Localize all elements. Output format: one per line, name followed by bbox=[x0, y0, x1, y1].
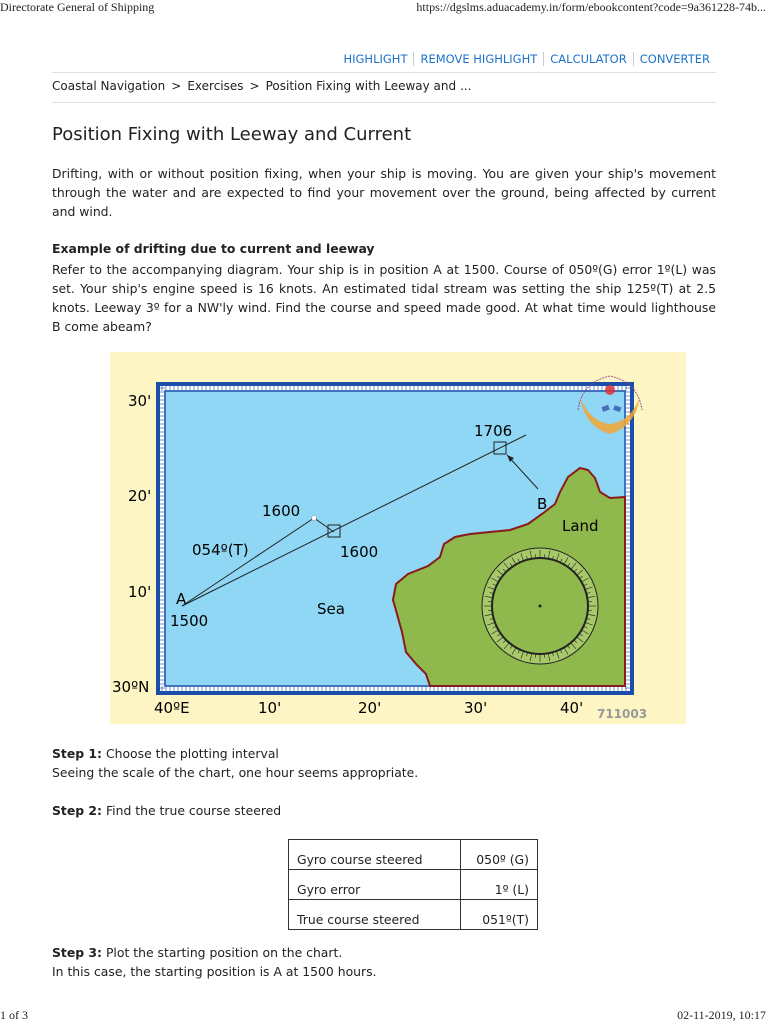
position-a-label: A bbox=[176, 590, 187, 608]
breadcrumb bbox=[52, 79, 471, 93]
table-row bbox=[289, 870, 538, 900]
x-tick-40m: 40' bbox=[560, 699, 584, 717]
calculator-button[interactable]: CALCULATOR bbox=[543, 52, 632, 66]
table-cell-label: True course steered bbox=[289, 900, 461, 930]
print-header-url: https://dgslms.aduacademy.in/form/ebookcontent?code=9a361228-74b... bbox=[416, 0, 766, 14]
step-3-detail: In this case, the starting position is A at 1500 hours. bbox=[52, 964, 377, 979]
course-label: 054º(T) bbox=[192, 541, 249, 559]
time-1600-lower: 1600 bbox=[340, 543, 379, 561]
step-1-label: Step 1: bbox=[52, 746, 103, 761]
step-2-label: Step 2: bbox=[52, 803, 103, 818]
print-header-title: Directorate General of Shipping bbox=[0, 0, 155, 14]
compass-center bbox=[539, 605, 542, 608]
x-tick-20m: 20' bbox=[358, 699, 382, 717]
breadcrumb-separator: > bbox=[249, 79, 260, 93]
print-footer bbox=[0, 1008, 768, 1024]
x-tick-40e: 40ºE bbox=[154, 699, 190, 717]
intro-paragraph: Drifting, with or without position fixing, when your ship is moving. You are given your ship's movement through the water and are expected to find your movement over the ground, being affected by current and wind. bbox=[52, 166, 716, 219]
y-tick-20m: 20' bbox=[128, 487, 152, 505]
divider bbox=[52, 72, 716, 73]
breadcrumb-item-exercises[interactable]: Exercises bbox=[187, 79, 244, 93]
y-tick-10m: 10' bbox=[128, 583, 152, 601]
table-row bbox=[289, 840, 538, 870]
figure-id: 711003 bbox=[597, 707, 648, 721]
step-1 bbox=[52, 744, 279, 763]
chart-svg bbox=[110, 352, 686, 724]
page-count: 1 of 3 bbox=[0, 1008, 28, 1022]
example-paragraph: Refer to the accompanying diagram. Your ship is in position A at 1500. Course of 050º(G) error 1º(L) was set. Your ship's engine speed is 16 knots. An estimated tidal stream was setting the ship 125º(T) at 2.5 knots. Leeway 3º for a NW'ly wind. Find the course and speed made good. At what time would lighthouse B come abeam? bbox=[52, 262, 716, 334]
example-heading: Example of drifting due to current and leeway bbox=[52, 241, 375, 256]
print-timestamp: 02-11-2019, 10:17 bbox=[677, 1008, 766, 1022]
breadcrumb-item-coastal-navigation[interactable]: Coastal Navigation bbox=[52, 79, 166, 93]
sea-label: Sea bbox=[317, 600, 345, 618]
x-tick-10m: 10' bbox=[258, 699, 282, 717]
step-1-detail: Seeing the scale of the chart, one hour seems appropriate. bbox=[52, 765, 419, 780]
position-a-time: 1500 bbox=[170, 612, 209, 630]
x-tick-30m: 30' bbox=[464, 699, 488, 717]
table-cell-value: 1º (L) bbox=[461, 870, 538, 900]
table-cell-label: Gyro course steered bbox=[289, 840, 461, 870]
step-3-text: Plot the starting position on the chart. bbox=[102, 945, 343, 960]
table-cell-label: Gyro error bbox=[289, 870, 461, 900]
step-2-text: Find the true course steered bbox=[102, 803, 282, 818]
land-label: Land bbox=[562, 517, 599, 535]
remove-highlight-button[interactable]: REMOVE HIGHLIGHT bbox=[413, 52, 543, 66]
step-1-text: Choose the plotting interval bbox=[102, 746, 279, 761]
table-cell-value: 051º(T) bbox=[461, 900, 538, 930]
time-1600-upper: 1600 bbox=[262, 502, 301, 520]
breadcrumb-item-current: Position Fixing with Leeway and ... bbox=[265, 79, 472, 93]
time-1706: 1706 bbox=[474, 422, 513, 440]
step-2 bbox=[52, 801, 281, 820]
table-cell-value: 050º (G) bbox=[461, 840, 538, 870]
divider bbox=[52, 102, 716, 103]
page-title: Position Fixing with Leeway and Current bbox=[52, 124, 412, 145]
chart-figure bbox=[110, 352, 686, 724]
step-3-label: Step 3: bbox=[52, 945, 103, 960]
dr-position-1600 bbox=[312, 516, 317, 521]
print-header bbox=[0, 0, 768, 16]
toolbar bbox=[337, 52, 716, 66]
breadcrumb-separator: > bbox=[171, 79, 182, 93]
course-table bbox=[288, 839, 538, 930]
lighthouse-b-label: B bbox=[537, 495, 548, 513]
table-row bbox=[289, 900, 538, 930]
y-tick-30m: 30' bbox=[128, 392, 152, 410]
y-tick-30n: 30ºN bbox=[112, 678, 150, 696]
highlight-button[interactable]: HIGHLIGHT bbox=[343, 52, 408, 66]
step-3 bbox=[52, 943, 342, 962]
converter-button[interactable]: CONVERTER bbox=[633, 52, 716, 66]
